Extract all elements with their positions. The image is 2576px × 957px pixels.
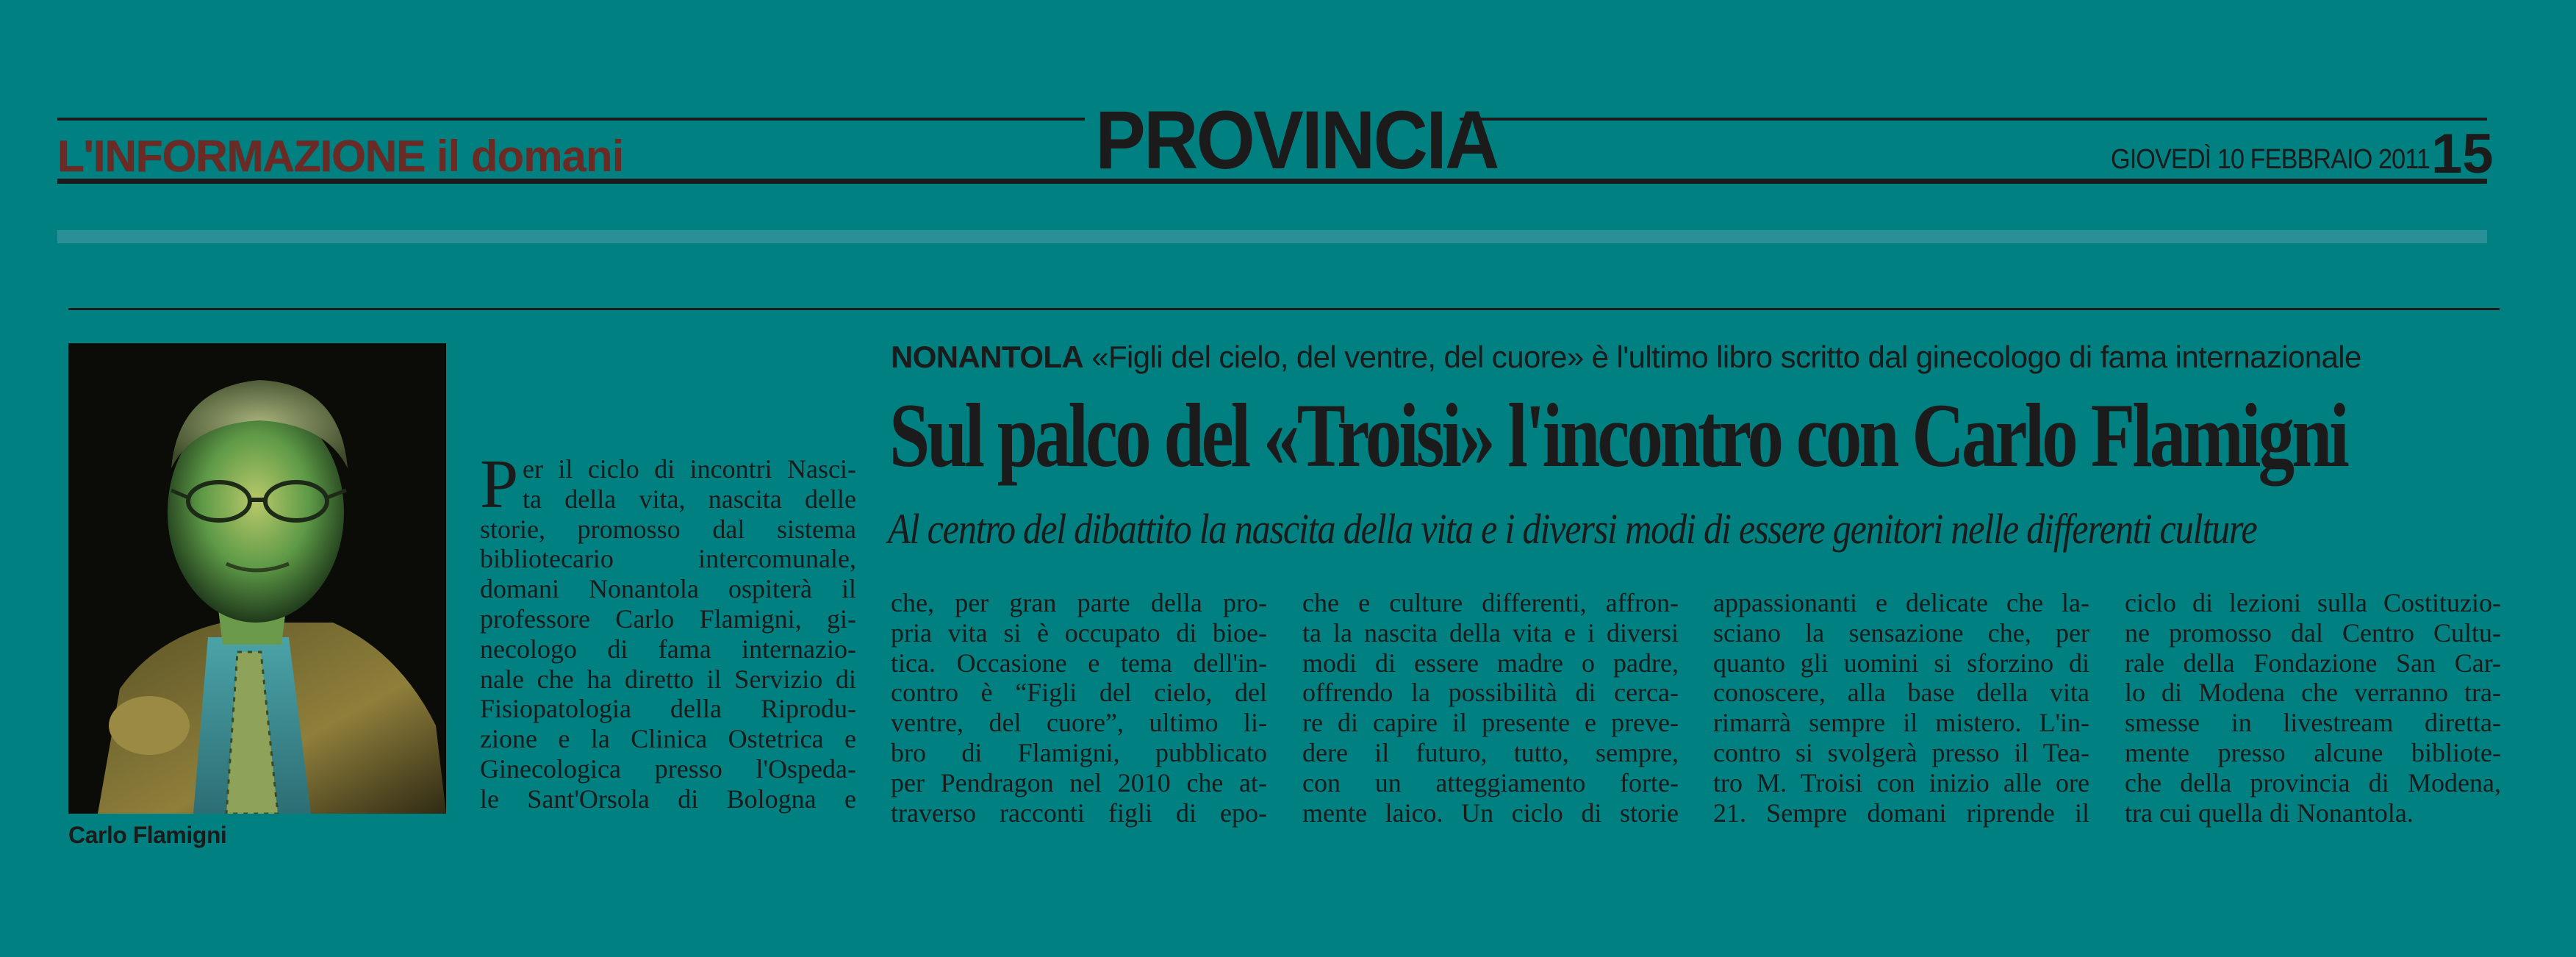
body-line: ta la nascita della vita e i diversi [1302, 617, 1679, 648]
body-line: ciclo di lezioni sulla Costituzio- [2125, 588, 2501, 617]
article-subhead: Al centro del dibattito la nascita della vita e i diversi modi di essere genitori nelle differenti culture [888, 505, 2257, 553]
masthead-sub: il domani [436, 132, 624, 181]
body-line: sciano la sensazione che, per [1713, 617, 2089, 648]
body-line: rimarrà sempre il mistero. L'in- [1713, 708, 2089, 738]
page-number: 15 [2431, 123, 2494, 185]
body-line: bibliotecario intercomunale, [480, 544, 856, 574]
portrait-image [68, 343, 446, 814]
kicker-text: «Figli del cielo, del ventre, del cuore» è l'ultimo libro scritto dal ginecologo di fama internazionale [1091, 340, 2361, 374]
body-line: Fisiopatologia della Riprodu- [480, 694, 856, 724]
body-line: domani Nonantola ospiterà il [480, 574, 856, 604]
body-line: nale che ha diretto il Servizio di [480, 664, 856, 694]
body-line: modi di essere madre o padre, [1302, 648, 1679, 678]
body-line: dere il futuro, tutto, sempre, [1302, 737, 1679, 767]
body-line: conoscere, alla base della vita [1713, 678, 2089, 708]
body-line: pria vita si è occupato di bioe- [891, 617, 1267, 648]
body-line: rale della Fondazione San Car- [2125, 648, 2501, 678]
body-column-4 [1713, 588, 2089, 828]
body-column-3 [1302, 588, 1679, 828]
body-line: bro di Flamigni, pubblicato [891, 737, 1267, 767]
masthead-brand: L'INFORMAZIONE [57, 132, 426, 181]
article-kicker [891, 340, 2500, 375]
body-line: ta della vita, nascita delle [523, 484, 856, 514]
article-top-rule [68, 308, 2500, 310]
body-line: mente laico. Un ciclo di storie [1302, 798, 1679, 828]
body-line: quanto gli uomini si sforzino di [1713, 648, 2089, 678]
body-line: lo di Modena che verranno tra- [2125, 678, 2501, 708]
body-line: offrendo la possibilità di cerca- [1302, 678, 1679, 708]
body-line: tra cui quella di Nonantola. [2125, 798, 2414, 828]
body-line: tica. Occasione e tema dell'in- [891, 648, 1267, 678]
header-rule-right [1460, 118, 2487, 121]
kicker-place: NONANTOLA [891, 340, 1084, 374]
body-line: che, per gran parte della pro- [891, 588, 1267, 617]
body-line: traverso racconti figli di epo- [891, 798, 1267, 828]
body-line: che e culture differenti, affron- [1302, 588, 1679, 617]
header-rule-left [57, 118, 1085, 121]
body-line: per Pendragon nel 2010 che at- [891, 767, 1267, 798]
section-title: PROVINCIA [1095, 94, 1498, 186]
body-column-1 [480, 454, 856, 814]
body-line: re di capire il presente e preve- [1302, 708, 1679, 738]
body-line: zione e la Clinica Ostetrica e [480, 724, 856, 754]
body-line: con un atteggiamento forte- [1302, 767, 1679, 798]
body-line: necologo di fama internazio- [480, 634, 856, 664]
body-line: tro M. Troisi con inizio alle ore [1713, 767, 2089, 798]
body-line: 21. Sempre domani riprende il [1713, 798, 2089, 828]
body-column-5 [2125, 588, 2501, 828]
body-column-2 [891, 588, 1267, 828]
body-line: storie, promosso dal sistema [480, 514, 856, 544]
body-line: ventre, del cuore”, ultimo li- [891, 708, 1267, 738]
issue-date: GIOVEDÌ 10 FEBBRAIO 2011 [2111, 144, 2430, 175]
body-line: mente presso alcune bibliote- [2125, 737, 2501, 767]
photo-caption: Carlo Flamigni [68, 822, 227, 848]
header-band [57, 230, 2487, 243]
body-line: che della provincia di Modena, [2125, 767, 2501, 798]
body-line: le Sant'Orsola di Bologna e [480, 784, 856, 814]
body-line: appassionanti e delicate che la- [1713, 588, 2089, 617]
body-line: Ginecologica presso l'Ospeda- [480, 753, 856, 784]
body-line: professore Carlo Flamigni, gi- [480, 603, 856, 634]
article-headline: Sul palco del «Troisi» l'incontro con Carlo Flamigni [889, 385, 2347, 486]
body-line: er il ciclo di incontri Nasci- [523, 454, 856, 484]
portrait-photo [68, 343, 446, 814]
body-line: contro si svolgerà presso il Tea- [1713, 737, 2089, 767]
masthead [57, 131, 623, 182]
body-line: contro è “Figli del cielo, del [891, 678, 1267, 708]
body-line: smesse in livestream diretta- [2125, 708, 2501, 738]
drop-cap: P [480, 446, 519, 523]
body-line: ne promosso dal Centro Cultu- [2125, 617, 2501, 648]
